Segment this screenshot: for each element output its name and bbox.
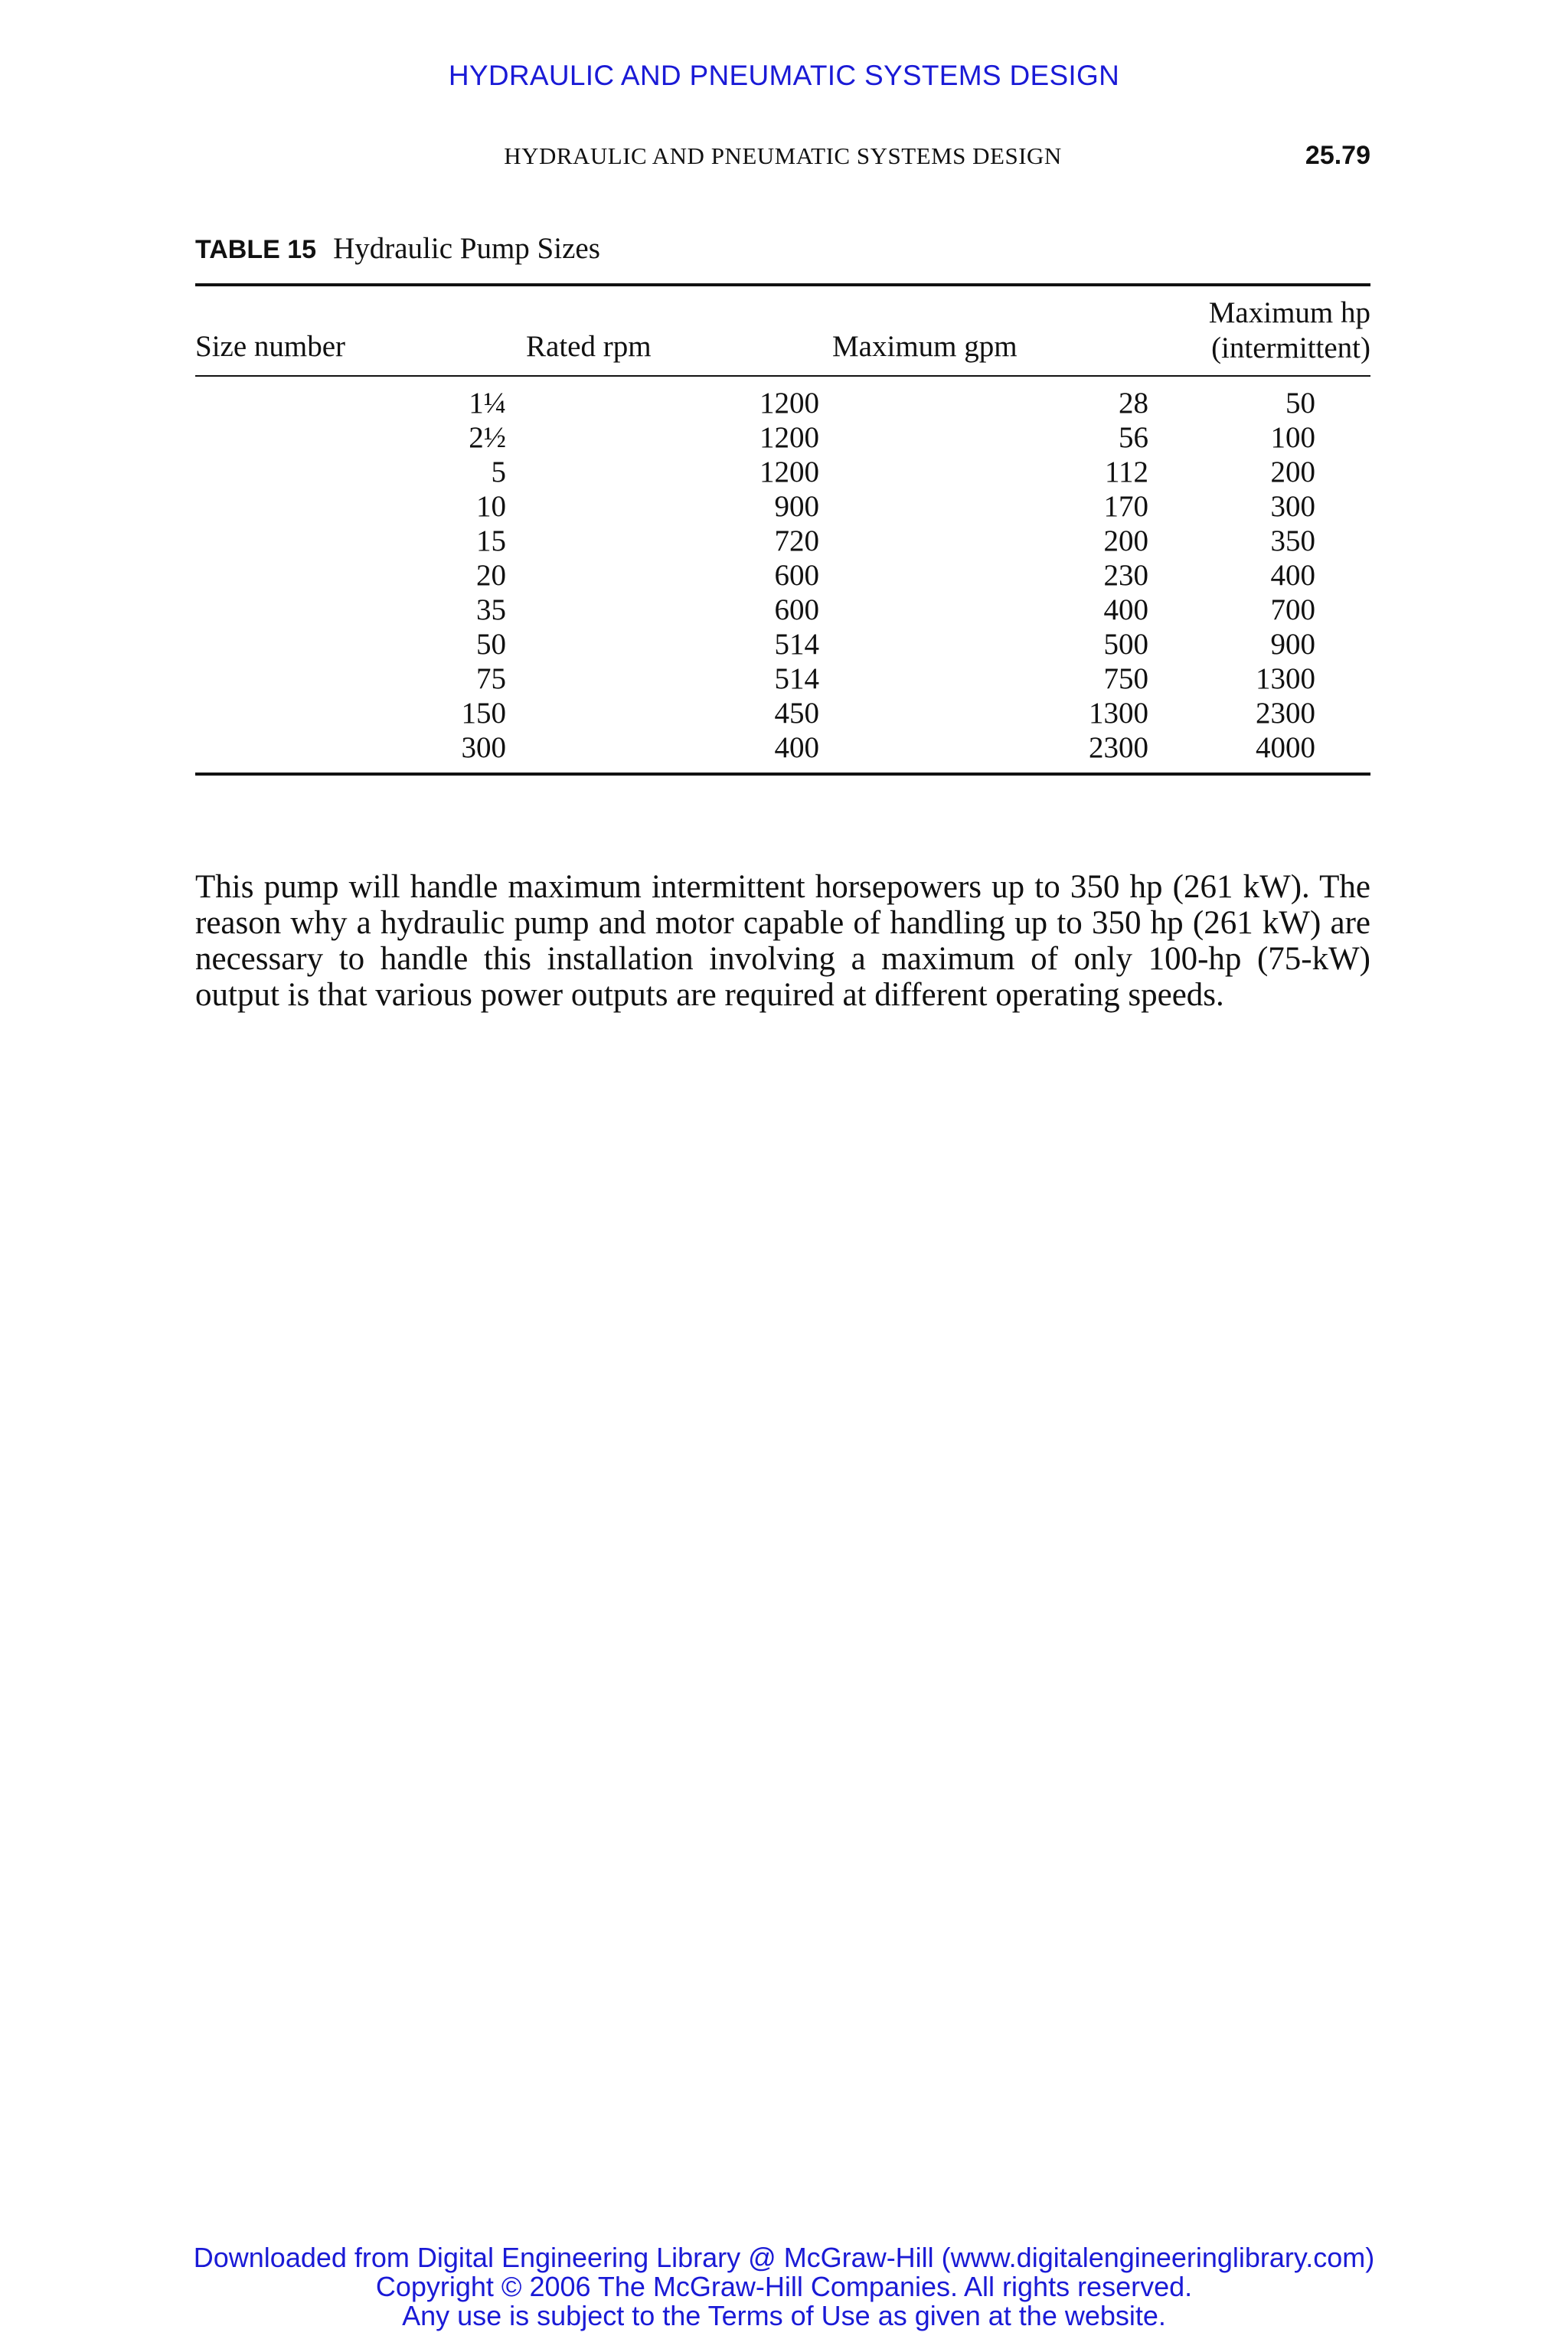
cell-rated-rpm: 600	[774, 559, 819, 592]
table-title: Hydraulic Pump Sizes	[333, 232, 600, 265]
cell-maximum-hp: 1300	[1256, 662, 1315, 695]
cell-maximum-gpm: 56	[1119, 421, 1148, 454]
cell-size-number: 20	[476, 559, 506, 592]
cell-size-number: 5	[491, 456, 506, 488]
table-row	[195, 662, 1370, 696]
table-row	[195, 524, 1370, 558]
cell-maximum-hp: 700	[1270, 593, 1315, 626]
table-row	[195, 627, 1370, 662]
running-head	[195, 142, 1370, 176]
cell-rated-rpm: 400	[774, 731, 819, 764]
cell-size-number: 15	[476, 524, 506, 557]
cell-size-number: 150	[461, 697, 506, 730]
cell-maximum-hp: 50	[1285, 387, 1315, 420]
cell-maximum-hp: 400	[1270, 559, 1315, 592]
cell-maximum-gpm: 2300	[1089, 731, 1148, 764]
cell-maximum-gpm: 750	[1103, 662, 1148, 695]
cell-rated-rpm: 1200	[760, 456, 819, 488]
cell-maximum-gpm: 170	[1103, 490, 1148, 523]
cell-size-number: 75	[476, 662, 506, 695]
table-row	[195, 455, 1370, 489]
cell-rated-rpm: 600	[774, 593, 819, 626]
cell-size-number: 2½	[469, 421, 506, 454]
table-row	[195, 386, 1370, 420]
cell-maximum-gpm: 28	[1119, 387, 1148, 420]
top-banner: HYDRAULIC AND PNEUMATIC SYSTEMS DESIGN	[448, 60, 1120, 91]
pump-sizes-table	[195, 283, 1370, 776]
cell-maximum-hp: 2300	[1256, 697, 1315, 730]
cell-size-number: 300	[461, 731, 506, 764]
cell-rated-rpm: 1200	[760, 387, 819, 420]
table-row	[195, 558, 1370, 593]
cell-rated-rpm: 514	[774, 628, 819, 661]
table-caption	[195, 231, 600, 266]
footer-copyright-line: Copyright © 2006 The McGraw-Hill Companies. All rights reserved.	[375, 2271, 1193, 2302]
header-maximum-hp-line2: (intermittent)	[1211, 332, 1370, 364]
footer-terms-line: Any use is subject to the Terms of Use as given at the website.	[402, 2300, 1166, 2331]
table-bottom-rule	[195, 773, 1370, 776]
cell-rated-rpm: 1200	[760, 421, 819, 454]
cell-rated-rpm: 720	[774, 524, 819, 557]
cell-maximum-hp: 350	[1270, 524, 1315, 557]
cell-maximum-hp: 4000	[1256, 731, 1315, 764]
body-paragraph: This pump will handle maximum intermittent horsepowers up to 350 hp (261 kW). The reason why a hydraulic pump and motor capable of handling up to 350 hp (261 kW) are necessary to handle this installation involving a maximum of only 100-hp (75-kW) output is that various power outputs are required at different operating speeds.	[195, 869, 1370, 1013]
header-maximum-gpm: Maximum gpm	[832, 330, 1018, 363]
table-row	[195, 696, 1370, 730]
cell-maximum-gpm: 230	[1103, 559, 1148, 592]
cell-maximum-gpm: 500	[1103, 628, 1148, 661]
table-body	[195, 377, 1370, 773]
cell-maximum-gpm: 400	[1103, 593, 1148, 626]
cell-maximum-hp: 300	[1270, 490, 1315, 523]
header-maximum-hp-line1: Maximum hp	[1208, 296, 1370, 329]
header-rated-rpm: Rated rpm	[526, 330, 652, 363]
footer-download-line[interactable]: Downloaded from Digital Engineering Library @ McGraw-Hill (www.digitalengineeringlibrary.com)	[193, 2242, 1375, 2273]
footer	[0, 2243, 1568, 2331]
cell-size-number: 35	[476, 593, 506, 626]
cell-maximum-hp: 100	[1270, 421, 1315, 454]
table-row	[195, 593, 1370, 627]
cell-maximum-hp: 200	[1270, 456, 1315, 488]
table-row	[195, 420, 1370, 455]
cell-size-number: 10	[476, 490, 506, 523]
cell-rated-rpm: 514	[774, 662, 819, 695]
cell-maximum-gpm: 200	[1103, 524, 1148, 557]
cell-rated-rpm: 900	[774, 490, 819, 523]
header-maximum-hp	[1209, 296, 1370, 366]
page-number: 25.79	[1305, 141, 1370, 170]
header-size-number: Size number	[195, 330, 346, 363]
cell-size-number: 50	[476, 628, 506, 661]
cell-maximum-hp: 900	[1270, 628, 1315, 661]
table-row	[195, 730, 1370, 765]
table-row	[195, 489, 1370, 524]
running-title: HYDRAULIC AND PNEUMATIC SYSTEMS DESIGN	[504, 142, 1062, 169]
cell-maximum-gpm: 1300	[1089, 697, 1148, 730]
cell-maximum-gpm: 112	[1104, 456, 1148, 488]
table-label: TABLE 15	[195, 235, 317, 264]
table-header	[195, 286, 1370, 375]
cell-size-number: 1¼	[469, 387, 506, 420]
cell-rated-rpm: 450	[774, 697, 819, 730]
